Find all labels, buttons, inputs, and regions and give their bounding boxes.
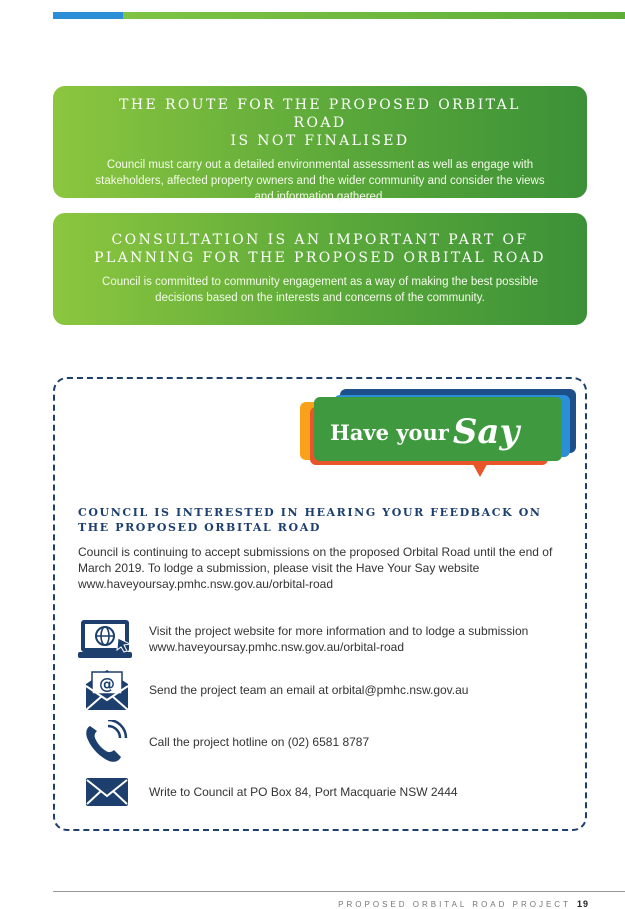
- website-icon: [78, 618, 136, 662]
- panel-body: Council is committed to community engagement as a way of making the best possible decisions based on the interests and concerns of the community.: [102, 276, 538, 304]
- footer-label: PROPOSED ORBITAL ROAD PROJECT: [338, 900, 571, 909]
- contact-phone: [78, 720, 568, 764]
- top-bar-green-segment: [123, 12, 625, 19]
- svg-text:@: @: [99, 674, 115, 693]
- panel-title-line: IS NOT FINALISED: [230, 133, 410, 149]
- email-text: Send the project team an email at orbital@pmhc.nsw.gov.au: [149, 683, 469, 697]
- speech-bubble-tail: [470, 459, 490, 477]
- phone-text: Call the project hotline on (02) 6581 8787: [149, 735, 370, 749]
- contact-email: [78, 668, 568, 712]
- post-text: Write to Council at PO Box 84, Port Macquarie NSW 2444: [149, 785, 458, 799]
- website-url[interactable]: www.haveyoursay.pmhc.nsw.gov.au/orbital-road: [149, 640, 405, 654]
- route-not-finalised-panel: [53, 86, 587, 203]
- panel-body: Council must carry out a detailed environmental assessment as well as engage with stakeholders, affected property owners and the wider community and consider the views and information gathered.: [95, 159, 545, 203]
- panel-title: [90, 231, 550, 267]
- logo-say: Say: [452, 412, 520, 452]
- logo-text: [330, 409, 520, 452]
- logo-have-your: Have your: [330, 420, 449, 445]
- email-icon: [78, 668, 136, 712]
- top-bar-blue-segment: [53, 12, 123, 19]
- panel-title-line: PLANNING FOR THE PROPOSED ORBITAL ROAD: [94, 250, 546, 266]
- panel-title-line: THE ROUTE FOR THE PROPOSED ORBITAL ROAD: [119, 97, 521, 131]
- have-your-say-logo: [300, 389, 578, 489]
- panel-title-line: CONSULTATION IS AN IMPORTANT PART OF: [111, 232, 529, 248]
- contact-website: [78, 618, 568, 662]
- panel-title: [90, 96, 550, 150]
- page-footer: [338, 899, 589, 909]
- contact-post: [78, 770, 568, 814]
- mail-icon: [78, 770, 136, 814]
- footer-divider: [53, 891, 625, 892]
- phone-icon: [78, 720, 136, 764]
- feedback-title: COUNCIL IS INTERESTED IN HEARING YOUR FEEDBACK ON THE PROPOSED ORBITAL ROAD: [78, 506, 542, 534]
- top-color-bar: [53, 12, 625, 19]
- website-text: Visit the project website for more information and to lodge a submission: [149, 624, 529, 638]
- contact-text: [149, 623, 569, 655]
- feedback-body: Council is continuing to accept submissions on the proposed Orbital Road until the end of March 2019. To lodge a submission, please visit the Have Your Say website www.haveyoursay.pmhc.nsw.gov.au/orbital-road: [78, 545, 553, 591]
- consultation-panel: [53, 213, 587, 325]
- page-number: 19: [576, 899, 589, 909]
